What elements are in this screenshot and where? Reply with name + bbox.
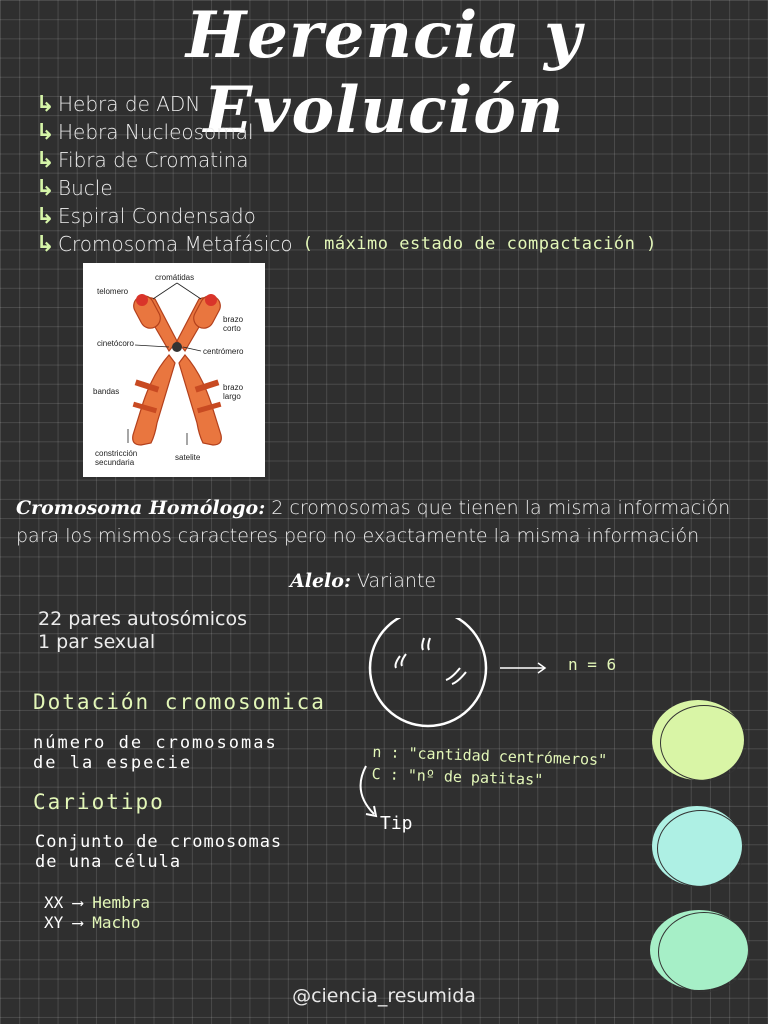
cariotipo-definition: Conjunto de cromosomas de una célula [35,832,283,872]
chromosome-pairs [38,608,247,654]
swatch-outline [660,705,748,781]
list-item: ↳ Hebra de ADN [36,91,201,117]
label-constriccion: constricción secundaria [95,449,138,467]
cariotipo-heading: Cariotipo [33,790,165,814]
swatch-outline [658,912,750,992]
label-cinetocoro: cinetócoro [97,339,134,348]
list-item: ↳ Espiral Condensado [36,203,256,229]
max-compaction-note: ( máximo estado de compactación ) [302,234,657,254]
n-note: n : "cantidad centrómeros" [372,742,608,770]
alelo-text: Variante [357,570,437,592]
label-telomero: telomero [97,287,129,296]
dotacion-heading: Dotación cromosomica [33,690,326,714]
label-brazo-corto: brazo corto [223,315,244,333]
label-satelite: satelite [175,453,201,462]
tip-notes [371,741,607,793]
homologo-definition [16,494,736,550]
alelo-term: Alelo: [290,570,351,592]
homologo-term: Cromosoma Homólogo: [16,497,266,519]
label-cromatidas: cromátidas [155,273,195,282]
tip-label: Tip [380,813,413,834]
compaction-levels-list [36,90,657,258]
label-bandas: bandas [93,387,120,396]
pairs-sexual: 1 par sexual [38,631,156,653]
pairs-autosomal: 22 pares autosómicos [38,608,247,630]
swatch-outline [657,810,745,887]
alelo-definition [290,570,436,592]
hook-arrow-icon: ↳ [36,231,55,257]
hook-arrow-icon: ↳ [36,175,55,201]
list-item: ↳ Fibra de Cromatina [36,147,249,173]
homologo-text: 2 cromosomas que tienen la misma información para los mismos caracteres pero no exactamente la misma información [16,497,731,547]
chromosome-marks [396,638,467,684]
footer-handle: @ciencia_resumida [292,985,476,1007]
dotacion-definition: número de cromosomas de la especie [33,733,278,773]
list-item: ↳ Hebra Nucleosomal [36,119,254,145]
label-brazo-largo: brazo largo [223,383,244,401]
hook-arrow-icon: ↳ [36,91,55,117]
c-note: C : "nº de patitas" [371,764,544,789]
sex-chromosomes: XX ⟶ Hembra XY ⟶ Macho [44,893,150,932]
hook-arrow-icon: ↳ [36,147,55,173]
label-centromero: centrómero [203,347,244,356]
chromosome-diagram [83,263,265,477]
hook-arrow-icon: ↳ [36,119,55,145]
hook-arrow-icon: ↳ [36,203,55,229]
list-item: ↳ Cromosoma Metafásico ( máximo estado de compactación ) [36,231,657,257]
cell-diagram [360,618,560,738]
n-value: n = 6 [568,655,617,674]
page-title: Herencia y Evolución [185,0,583,148]
cell-outline [370,618,486,726]
list-item: ↳ Bucle [36,175,113,201]
